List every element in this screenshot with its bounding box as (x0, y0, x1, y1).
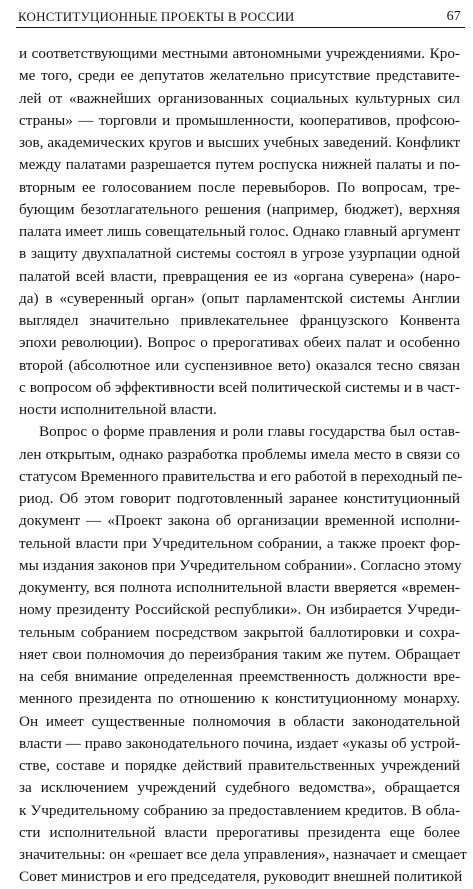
text-line: значительны: он «решает все дела управления», назначает и смещает (19, 846, 467, 863)
running-header (18, 6, 461, 28)
body-text (19, 43, 467, 889)
text-line: между палатами разрешается путем роспуска нижней палаты и по- (19, 156, 460, 174)
text-line: Он имеет существенные полномочия в области законодательной (19, 712, 460, 730)
text-line: на себя внимание определенная преемственность должности вре- (19, 668, 460, 685)
text-line: и соответствующими местными автономными учреждениями. Кро- (19, 45, 460, 62)
text-line: документу, вся полнота исполнительной власти вверяется «времен- (19, 579, 460, 596)
text-line: менного президента по отношению к конституционному монарху. (19, 690, 460, 708)
text-line: ному президенту Российской республики». Он избирается Учреди- (19, 601, 460, 619)
text-line: риод. Об этом говорит подготовленный заранее конституционный (19, 490, 460, 507)
text-line: Совет министров и его председателя, руководит внешней политикой (19, 868, 463, 886)
text-line: зов, академических кругов и высших учебных заведений. Конфликт (19, 134, 460, 151)
text-line: палатой всей власти, превращения ее из «органа суверена» (наро- (19, 267, 460, 285)
text-line: ности исполнительной власти. (19, 401, 217, 418)
text-line: тельным собранием посредством закрытой баллотировки и сохра- (19, 623, 460, 641)
text-line: за исключением учреждений судебного ведомства», обращается (19, 779, 460, 797)
header-rule (16, 27, 465, 28)
text-line: сти исполнительной власти прерогативы президента еще более (19, 823, 460, 841)
paragraph (19, 43, 460, 421)
text-line: мы издания законов при Учредительном собрании». Согласно этому (19, 556, 462, 574)
text-line: документ — «Проект закона об организации временной исполни- (19, 512, 460, 530)
text-line: да) в «суверенный орган» (опыт парламентской системы Англии (19, 289, 460, 307)
text-line: выглядел значительно привлекательнее французского Конвента (19, 312, 460, 329)
text-line: тельной власти при Учредительном собрании, а также проект фор- (19, 534, 460, 552)
text-line: к Учредительному собранию за предоставлением кредитов. В обла- (19, 801, 460, 819)
page-number: 67 (446, 9, 461, 24)
text-line: палата имеет лишь совещательный голос. Однако главный аргумент (19, 223, 461, 240)
text-line: Вопрос о форме правления и роли главы государства был остав- (39, 423, 460, 441)
text-line: в защиту двухпалатной системы состоял в угрозе узурпации одной (19, 245, 460, 263)
text-line: страны» — торговли и промышленности, кооперативов, профсою- (19, 111, 460, 129)
text-line: лен открытым, однако разработка проблемы имела место в связи со (19, 445, 460, 463)
text-line: второй (абсолютное или суспензивное вето) оказался тесно связан (19, 356, 460, 374)
text-line: вторным ее голосованием после перевыборов. По вопросам, тре- (19, 178, 460, 196)
text-line: статусом Временного правительства и его работой в переходный пе- (19, 467, 463, 485)
paragraph (19, 421, 467, 888)
text-line: няет свои полномочия до переизбрания таким же путем. Обращает (19, 645, 460, 663)
text-line: ме того, среди ее депутатов желательно присутствие представите- (19, 67, 460, 85)
text-line: бующим безотлагательного решения (например, бюджет), верхняя (19, 200, 460, 218)
text-line: власти — право законодательного почина, издает «указы об устрой- (19, 734, 460, 752)
text-line: эпохи революции). Вопрос о прерогативах обеих палат и особенно (19, 334, 460, 352)
text-line: с вопросом об эффективности всей политической системы и в част- (19, 378, 460, 396)
text-line: стве, составе и порядке действий правительственных учреждений (19, 757, 460, 774)
running-title: КОНСТИТУЦИОННЫЕ ПРОЕКТЫ В РОССИИ (18, 9, 295, 24)
text-line: лей от «важнейших организованных социальных культурных сил (19, 89, 460, 107)
